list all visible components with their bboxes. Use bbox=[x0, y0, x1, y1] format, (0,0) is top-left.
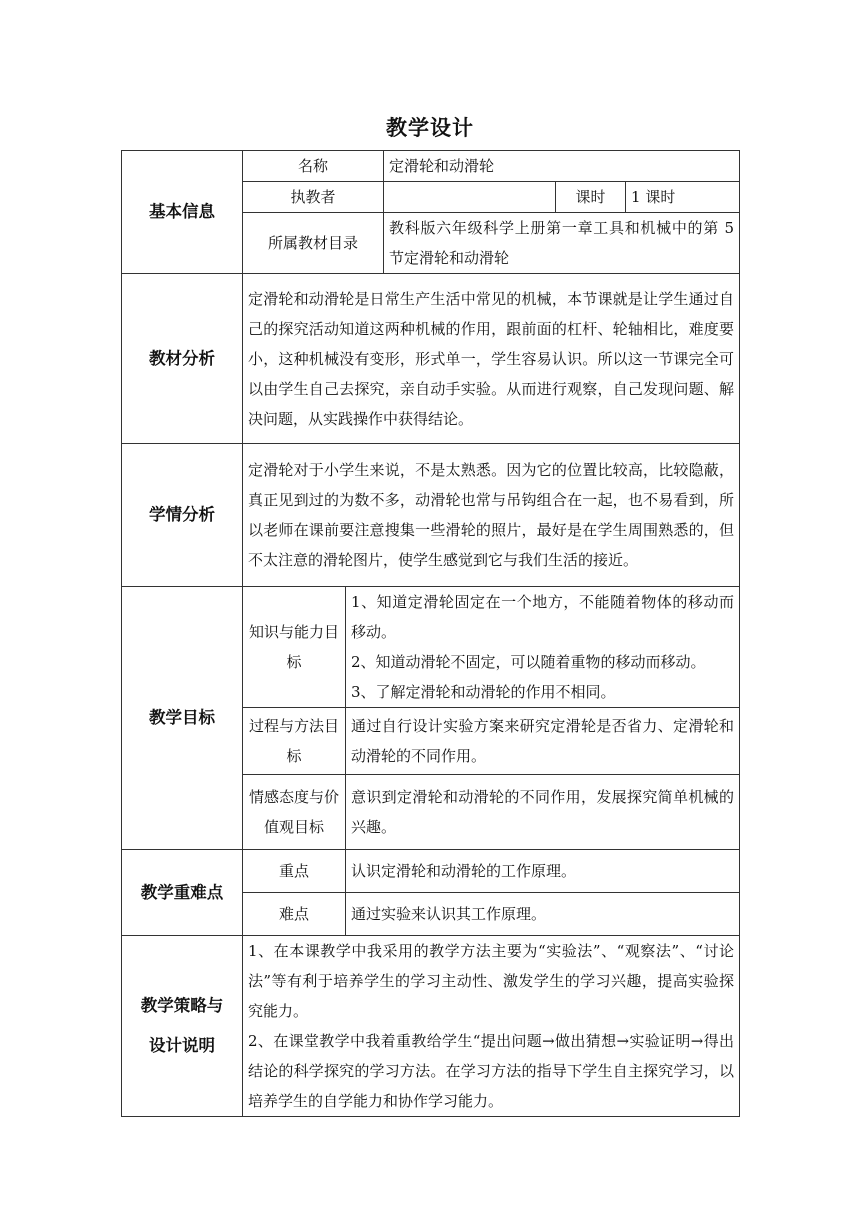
material-analysis-text: 定滑轮和动滑轮是日常生产生活中常见的机械，本节课就是让学生通过自己的探究活动知道这两种机械的作用，跟前面的杠杆、轮轴相比，难度要小，这种机械没有变形，形式单一，学生容易认识。所以这一节课完全可以由学生自己去探究，亲自动手实验。从而进行观察，自己发现问题、解决问题，从实践操作中获得结论。 bbox=[243, 274, 740, 444]
teacher-label: 执教者 bbox=[243, 182, 384, 213]
strategy-heading-line2: 设计说明 bbox=[149, 1036, 215, 1055]
emotion-label: 情感态度与价值观目标 bbox=[243, 775, 346, 850]
key-points-heading: 教学重难点 bbox=[122, 850, 243, 936]
student-analysis-text: 定滑轮对于小学生来说，不是太熟悉。因为它的位置比较高，比较隐蔽，真正见到过的为数不多，动滑轮也常与吊钩组合在一起，也不易看到，所以老师在课前要注意搜集一些滑轮的照片，最好是在学生周围熟悉的，但不太注意的滑轮图片，使学生感觉到它与我们生活的接近。 bbox=[243, 444, 740, 587]
basic-info-heading: 基本信息 bbox=[122, 151, 243, 274]
difficult-label: 难点 bbox=[243, 893, 346, 936]
catalog-value: 教科版六年级科学上册第一章工具和机械中的第 5 节定滑轮和动滑轮 bbox=[384, 213, 740, 274]
strategy-paragraph: 1、在本课教学中我采用的教学方法主要为“实验法”、“观察法”、“讨论法”等有利于培养学生的学习主动性、激发学生的学习兴趣，提高实验探究能力。 bbox=[248, 942, 735, 1020]
process-label: 过程与方法目标 bbox=[243, 708, 346, 775]
material-analysis-row bbox=[122, 274, 740, 444]
objectives-heading: 教学目标 bbox=[122, 587, 243, 850]
period-value: 1 课时 bbox=[626, 182, 740, 213]
student-analysis-heading: 学情分析 bbox=[122, 444, 243, 587]
knowledge-item: 2、知道动滑轮不固定，可以随着重物的移动而移动。 bbox=[351, 653, 706, 671]
key-label: 重点 bbox=[243, 850, 346, 893]
material-analysis-heading: 教材分析 bbox=[122, 274, 243, 444]
emotion-text: 意识到定滑轮和动滑轮的不同作用，发展探究简单机械的兴趣。 bbox=[346, 775, 740, 850]
period-label: 课时 bbox=[556, 182, 626, 213]
knowledge-item: 1、知道定滑轮固定在一个地方，不能随着物体的移动而移动。 bbox=[351, 593, 735, 641]
teacher-value bbox=[384, 182, 556, 213]
document-title: 教学设计 bbox=[386, 116, 474, 140]
key-point-row bbox=[122, 850, 740, 893]
strategy-heading-line1: 教学策略与 bbox=[140, 996, 224, 1015]
name-label: 名称 bbox=[243, 151, 384, 182]
student-analysis-row bbox=[122, 444, 740, 587]
objective-knowledge-row bbox=[122, 587, 740, 708]
name-value: 定滑轮和动滑轮 bbox=[384, 151, 740, 182]
basic-info-row-name bbox=[122, 151, 740, 182]
strategy-text bbox=[243, 936, 740, 1117]
difficult-text: 通过实验来认识其工作原理。 bbox=[346, 893, 740, 936]
strategy-heading bbox=[122, 936, 243, 1117]
knowledge-item: 3、了解定滑轮和动滑轮的作用不相同。 bbox=[351, 683, 616, 701]
lesson-plan-table bbox=[121, 150, 740, 1117]
key-text: 认识定滑轮和动滑轮的工作原理。 bbox=[346, 850, 740, 893]
strategy-row bbox=[122, 936, 740, 1117]
catalog-label: 所属教材目录 bbox=[243, 213, 384, 274]
strategy-paragraph: 2、在课堂教学中我着重教给学生“提出问题→做出猜想→实验证明→得出结论的科学探究的学习方法。在学习方法的指导下学生自主探究学习，以培养学生的自学能力和协作学习能力。 bbox=[248, 1032, 735, 1110]
knowledge-items bbox=[346, 587, 740, 708]
knowledge-label: 知识与能力目标 bbox=[243, 587, 346, 708]
process-text: 通过自行设计实验方案来研究定滑轮是否省力、定滑轮和动滑轮的不同作用。 bbox=[346, 708, 740, 775]
